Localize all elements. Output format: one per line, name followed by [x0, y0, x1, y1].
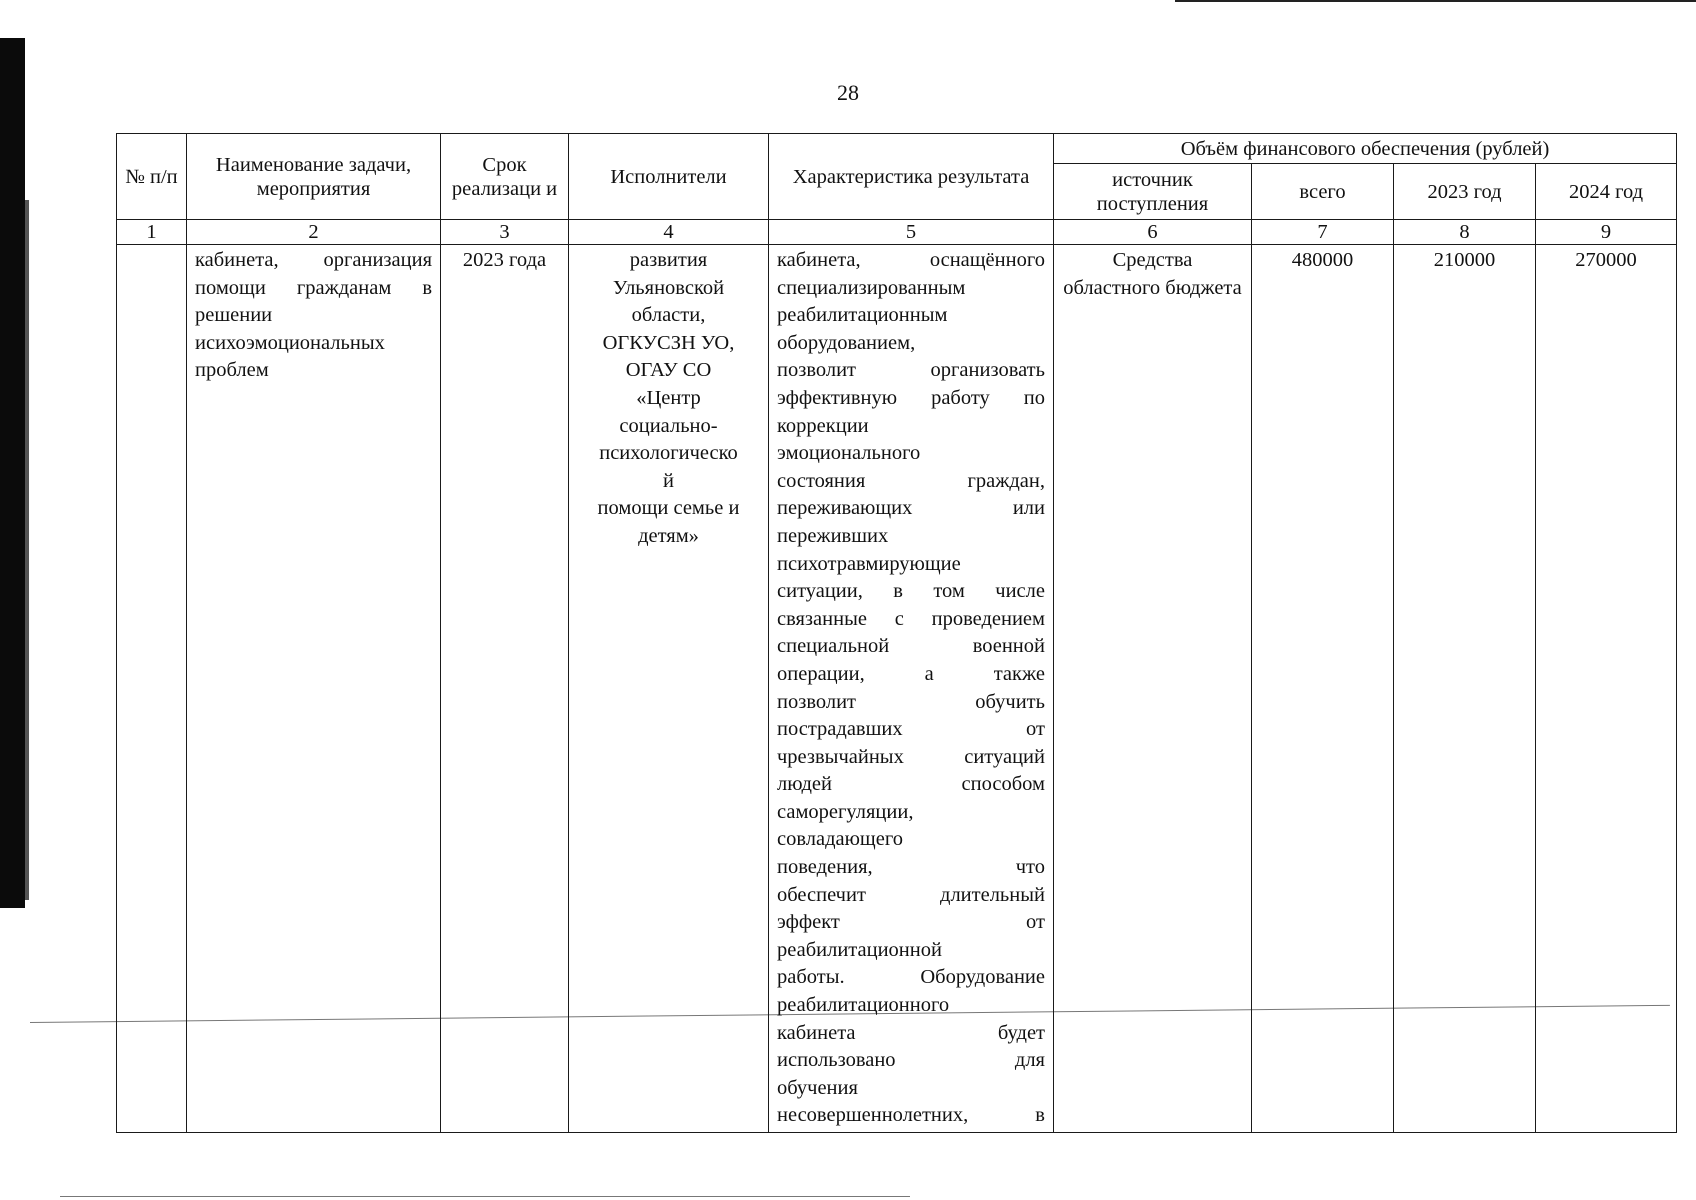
result-line: эмоционального [777, 442, 921, 465]
header-2023: 2023 год [1394, 164, 1536, 220]
financing-table [116, 133, 1677, 1133]
header-2024: 2024 год [1536, 164, 1677, 220]
cell-total: 480000 [1252, 245, 1394, 1133]
page-number: 28 [837, 80, 859, 105]
header-num: № п/п [117, 134, 187, 220]
cell-name: кабинета, организация помощи гражданам в решении исихоэмоциональных проблем [187, 245, 441, 1133]
executors-line: «Центр [636, 386, 701, 409]
result-line: позволит обучить [777, 690, 1045, 713]
result-line: совладающего [777, 828, 903, 851]
cell-term: 2023 года [441, 245, 569, 1133]
header-total: всего [1252, 164, 1394, 220]
result-line: операции, а также [777, 662, 1045, 685]
result-line: состояния граждан, [777, 469, 1045, 492]
result-line: специализированным [777, 276, 966, 299]
result-line: эффективную работу по [777, 386, 1045, 409]
executors-line: области, [631, 304, 706, 327]
result-line: специальной военной [777, 635, 1045, 658]
executors-line: Ульяновской [612, 276, 725, 299]
result-line: позволит организовать [777, 359, 1045, 382]
scan-top-line [1175, 0, 1696, 2]
column-number: 5 [769, 220, 1054, 245]
column-number: 9 [1536, 220, 1677, 245]
result-line: саморегуляции, [777, 800, 914, 823]
column-number-row [117, 220, 1677, 245]
result-line: поведения, что [777, 856, 1045, 879]
executors-line: социально- [619, 414, 718, 437]
executors-line: й [663, 469, 674, 492]
header-term: Срок реализаци и [441, 134, 569, 220]
result-line: несовершеннолетних, в [777, 1104, 1045, 1127]
column-number: 8 [1394, 220, 1536, 245]
result-line: чрезвычайных ситуаций [777, 745, 1045, 768]
result-line: реабилитационного [777, 994, 950, 1017]
column-number: 6 [1054, 220, 1252, 245]
column-number: 3 [441, 220, 569, 245]
scan-edge-shadow [0, 38, 25, 908]
executors-line: ОГАУ СО [625, 359, 712, 382]
result-line: реабилитационным [777, 304, 948, 327]
cell-2023: 210000 [1394, 245, 1536, 1133]
cell-2024: 270000 [1536, 245, 1677, 1133]
column-number: 2 [187, 220, 441, 245]
header-result: Характеристика результата [769, 134, 1054, 220]
executors-line: развития [629, 249, 708, 271]
result-line: людей способом [777, 773, 1045, 796]
result-line: кабинета будет [777, 1021, 1045, 1044]
column-number: 1 [117, 220, 187, 245]
result-line: ситуации, в том числе [777, 580, 1045, 603]
result-line: пострадавших от [777, 718, 1045, 741]
result-line: связанные с проведением [777, 607, 1045, 630]
cell-executors [569, 245, 769, 1133]
column-number: 4 [569, 220, 769, 245]
header-name: Наименование задачи, мероприятия [187, 134, 441, 220]
result-line: реабилитационной [777, 938, 942, 961]
result-line: переживших [777, 524, 889, 547]
result-line: работы. Оборудование [777, 966, 1045, 989]
header-executors: Исполнители [569, 134, 769, 220]
cell-num [117, 245, 187, 1133]
result-line: оборудованием, [777, 331, 916, 354]
scan-edge-shadow-inner [25, 200, 29, 900]
column-number: 7 [1252, 220, 1394, 245]
result-line: коррекции [777, 414, 869, 437]
cell-result [769, 245, 1054, 1133]
header-row-1 [117, 134, 1677, 164]
result-line: использовано для [777, 1049, 1045, 1072]
table-row [117, 245, 1677, 1133]
header-finance: Объём финансового обеспечения (рублей) [1054, 134, 1677, 164]
cell-source: Средства областного бюджета [1054, 245, 1252, 1133]
result-line: психотравмирующие [777, 552, 961, 575]
result-line: переживающих или [777, 497, 1045, 520]
executors-line: детям» [638, 524, 699, 547]
result-line: обучения [777, 1076, 858, 1099]
header-source: источник поступления [1054, 164, 1252, 220]
result-line: кабинета, оснащённого [777, 249, 1045, 271]
executors-line: помощи семье и [597, 497, 740, 520]
scan-artifact-line-bottom [60, 1196, 910, 1197]
executors-line: ОГКУСЗН УО, [602, 331, 735, 354]
result-line: обеспечит длительный [777, 883, 1045, 906]
result-line: эффект от [777, 911, 1045, 934]
executors-line: психологическо [599, 442, 738, 465]
